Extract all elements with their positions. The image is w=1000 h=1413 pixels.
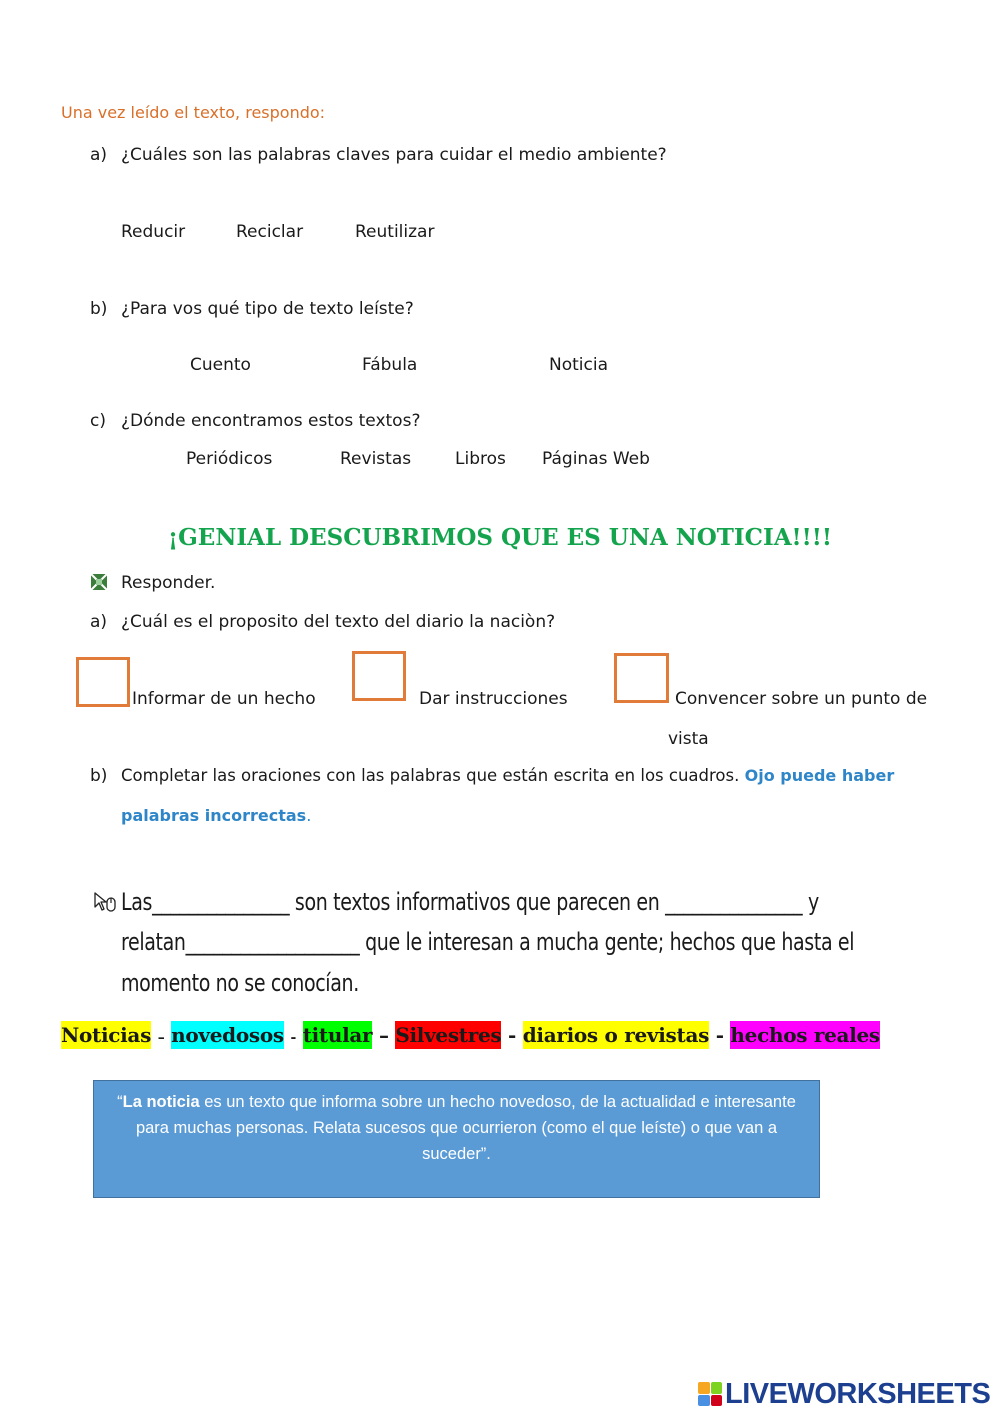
q1-text: ¿Cuáles son las palabras claves para cuidar el medio ambiente? [121,145,667,165]
q5-note: Ojo puede haber [744,766,895,785]
q5-text [121,766,894,785]
word-bank-separator: – [378,1023,389,1047]
q3-option[interactable]: Libros [455,449,506,469]
answer-checkbox-inform[interactable] [76,657,130,707]
q4-text: ¿Cuál es el proposito del texto del diario la naciòn? [121,612,556,632]
word-bank-separator: – [157,1030,165,1046]
definition-quote: “ [117,1093,123,1111]
q3-option[interactable]: Revistas [340,449,412,469]
word-bank-item[interactable]: novedosos [171,1023,284,1047]
q2-option[interactable]: Noticia [549,355,608,375]
q4-label: a) [90,612,108,632]
q1-option[interactable]: Reutilizar [355,222,435,242]
q2-text: ¿Para vos qué tipo de texto leíste? [121,299,414,319]
q1-option[interactable]: Reciclar [236,222,304,242]
answer-checkbox-instructions[interactable] [352,651,406,701]
q3-text: ¿Dónde encontramos estos textos? [121,411,421,431]
q5-label: b) [90,766,108,786]
q1-label: a) [90,145,108,165]
answer-checkbox-convince[interactable] [614,653,669,703]
definition-text: es un texto que informa sobre un hecho novedoso, de la actualidad e interesante para muchas personas. Relata sucesos que ocurrieron (como el que leíste) o que van a suceder”. [135,1093,796,1163]
definition-term: La noticia [122,1093,200,1111]
word-bank [61,1023,880,1047]
checkbox-bullet-icon [90,573,108,591]
q2-option[interactable]: Fábula [362,355,418,375]
word-bank-item[interactable]: hechos reales [730,1023,880,1047]
word-bank-separator: - [715,1023,724,1047]
section-heading: ¡GENIAL DESCUBRIMOS QUE ES UNA NOTICIA!!!! [168,524,832,551]
q4-option: Dar instrucciones [419,689,568,709]
q4-option: Convencer sobre un punto de [675,689,928,709]
logo-icon [698,1382,722,1406]
cloze-line-1[interactable]: Las_______________ son textos informativos que parecen en _______________ y [121,888,819,916]
word-bank-separator: - [290,1030,297,1046]
q2-label: b) [90,299,108,319]
q3-option[interactable]: Páginas Web [542,449,650,469]
q3-label: c) [90,411,106,431]
mouse-pointer-icon [92,890,118,916]
word-bank-item[interactable]: titular [302,1023,373,1047]
q5-instruction: Completar las oraciones con las palabras que están escrita en los cuadros. [121,766,740,785]
q5-note-period: . [306,806,312,825]
q2-option[interactable]: Cuento [190,355,251,375]
cloze-line-2[interactable]: relatan___________________ que le interesan a mucha gente; hechos que hasta el [121,928,855,956]
word-bank-item[interactable]: diarios o revistas [522,1023,710,1047]
q5-note-continued: palabras incorrectas [121,806,307,825]
word-bank-item[interactable]: Noticias [61,1023,152,1047]
intro-text: Una vez leído el texto, respondo: [61,103,326,122]
q4-option: Informar de un hecho [132,689,316,709]
q1-option[interactable]: Reducir [121,222,186,242]
cloze-line-3: momento no se conocían. [121,969,359,997]
word-bank-separator: - [508,1023,517,1047]
respond-label: Responder. [121,573,216,593]
q5-note-line2 [121,806,311,825]
word-bank-item[interactable]: Silvestres [395,1023,502,1047]
q3-option[interactable]: Periódicos [186,449,273,469]
liveworksheets-logo [698,1377,990,1411]
q4-option-continued: vista [668,729,709,749]
logo-text: LIVEWORKSHEETS [725,1377,991,1410]
definition-box [93,1080,820,1198]
